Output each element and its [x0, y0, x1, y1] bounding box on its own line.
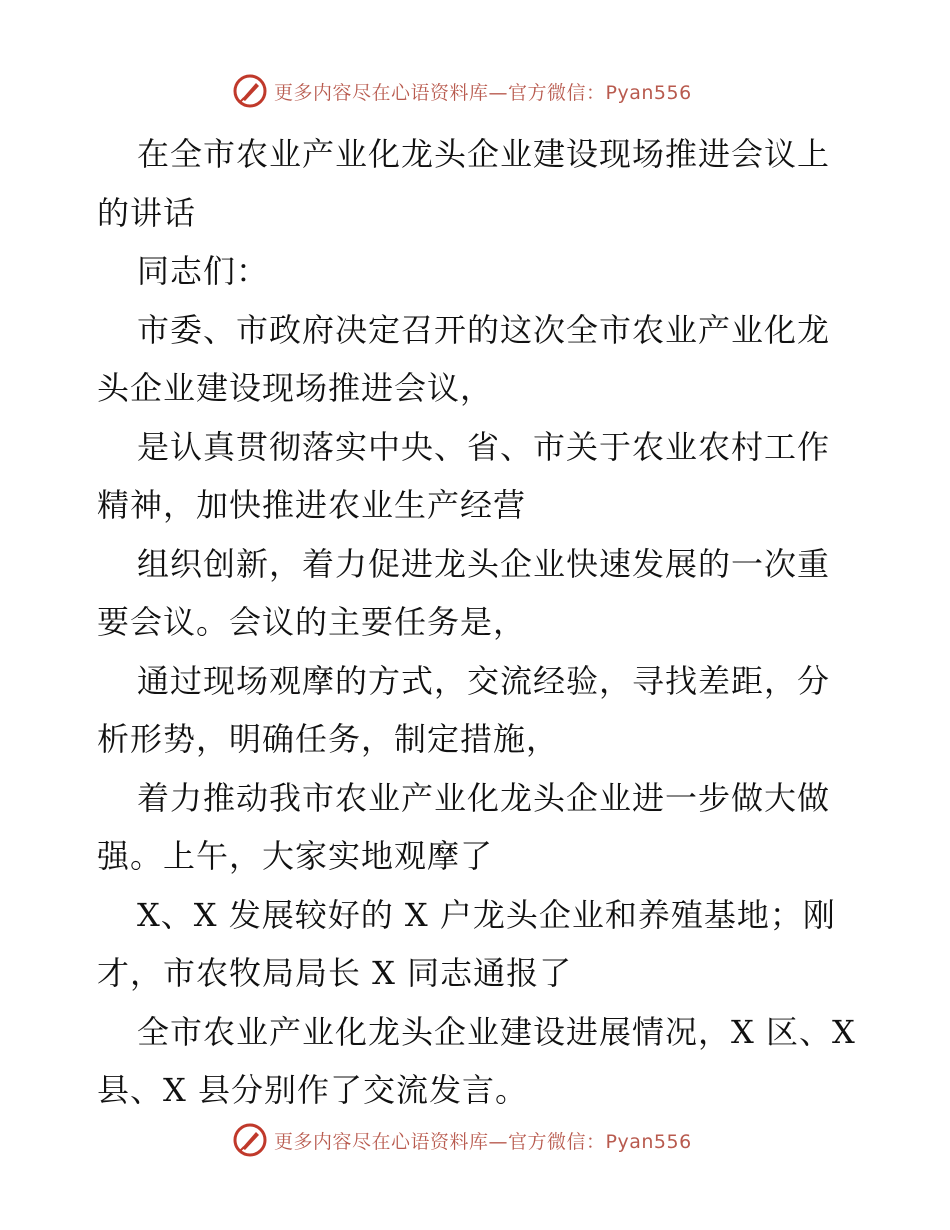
salutation: 同志们：: [137, 252, 270, 290]
watermark-text: 更多内容尽在心语资料库—官方微信：Pyan556: [274, 81, 692, 104]
quill-logo-icon: [232, 73, 268, 109]
watermark-text: 更多内容尽在心语资料库—官方微信：Pyan556: [274, 1130, 692, 1153]
document-body: [97, 125, 857, 1120]
header-watermark-banner: [232, 71, 692, 111]
body-paragraph: 通过现场观摩的方式，交流经验，寻找差距，分析形势，明确任务，制定措施，: [97, 661, 831, 758]
body-paragraph: 着力推动我市农业产业化龙头企业进一步做大做强。上午，大家实地观摩了: [97, 778, 831, 875]
body-paragraph: 是认真贯彻落实中央、省、市关于农业农村工作精神，加快推进农业生产经营: [97, 427, 831, 524]
document-title: 在全市农业产业化龙头企业建设现场推进会议上的讲话: [97, 135, 831, 232]
quill-logo-icon: [232, 1122, 268, 1158]
footer-watermark-banner: [232, 1120, 692, 1160]
body-paragraph: 组织创新，着力促进龙头企业快速发展的一次重要会议。会议的主要任务是，: [97, 544, 831, 641]
body-paragraph: 全市农业产业化龙头企业建设进展情况，X 区、X 县、X 县分别作了交流发言。: [97, 1012, 856, 1109]
body-paragraph: 市委、市政府决定召开的这次全市农业产业化龙头企业建设现场推进会议，: [97, 310, 831, 407]
body-paragraph: X、X 发展较好的 X 户龙头企业和养殖基地；刚才，市农牧局局长 X 同志通报了: [97, 895, 836, 992]
